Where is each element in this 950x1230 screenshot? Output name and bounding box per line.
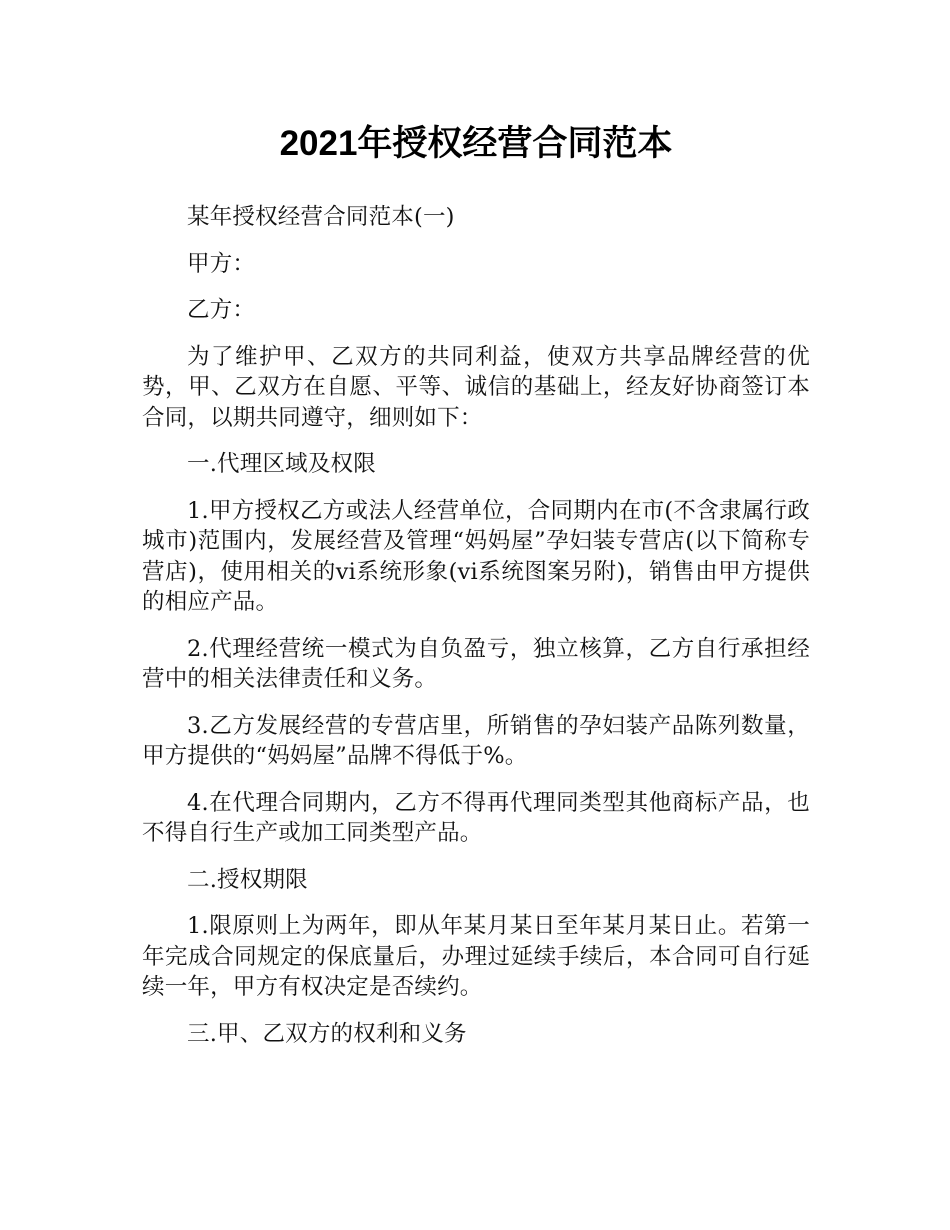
clause-1-2: 2.代理经营统一模式为自负盈亏，独立核算，乙方自行承担经营中的相关法律责任和义务。	[142, 635, 810, 692]
clause-1-4: 4.在代理合同期内，乙方不得再代理同类型其他商标产品，也不得自行生产或加工同类型产品。	[142, 789, 810, 846]
section-heading-3: 三.甲、乙双方的权利和义务	[187, 1020, 467, 1047]
section-heading-2: 二.授权期限	[187, 866, 308, 893]
paragraph-preamble: 为了维护甲、乙双方的共同利益，使双方共享品牌经营的优势，甲、乙双方在自愿、平等、诚信的基础上，经友好协商签订本合同，以期共同遵守，细则如下：	[142, 343, 810, 431]
clause-2-1: 1.限原则上为两年，即从年某月某日至年某月某日止。若第一年完成合同规定的保底量后，办理过延续手续后，本合同可自行延续一年，甲方有权决定是否续约。	[142, 913, 810, 1000]
clause-1-3: 3.乙方发展经营的专营店里，所销售的孕妇装产品陈列数量，甲方提供的“妈妈屋”品牌不得低于%。	[142, 712, 810, 769]
clause-1-1: 1.甲方授权乙方或法人经营单位，合同期内在市(不含隶属行政城市)范围内，发展经营及管理“妈妈屋”孕妇装专营店(以下简称专营店)，使用相关的vi系统形象(vi系统图案另附)，销售由甲方提供的相应产品。	[142, 497, 810, 615]
section-heading-1: 一.代理区域及权限	[187, 451, 376, 477]
paragraph-party-a: 甲方：	[187, 250, 256, 277]
paragraph-subtitle: 某年授权经营合同范本(一)	[187, 204, 455, 230]
document-title: 2021年授权经营合同范本	[279, 124, 673, 163]
document-body	[142, 202, 810, 1049]
paragraph-party-b: 乙方：	[187, 297, 256, 323]
